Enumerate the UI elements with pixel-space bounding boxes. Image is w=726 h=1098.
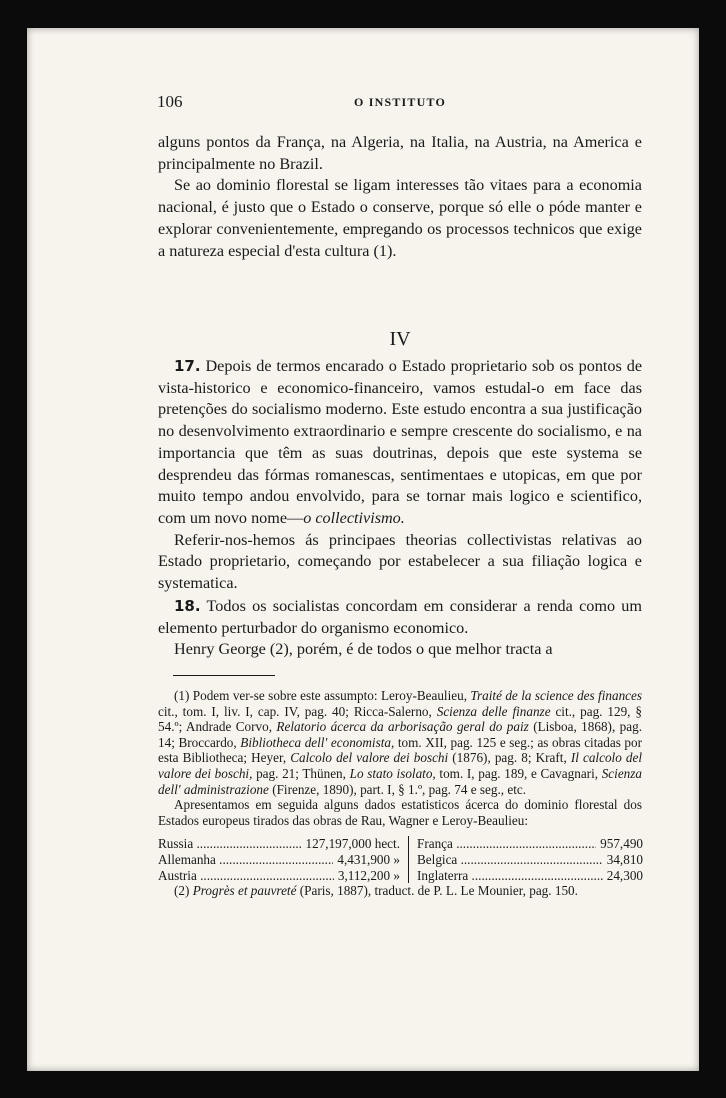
footnote-1: (1) Podem ver-se sobre este assumpto: Leroy-Beaulieu, Traité de la science des finances cit., tom. I, liv. I, cap. IV, pag. 40; Ricca-Salerno, Scienza delle finanze cit., pag. 129, § 54.º; Andrade Corvo, Relatorio ácerca da arborisação geral do paiz (Lisboa, 1868), pag. 14; Broccardo, Bibliotheca dell' economista, tom. XII, pag. 125 e seg.; as obras citadas por esta Bibliotheca; Heyer, Calcolo del valore dei boschi (1876), pag. 8; Kraft, Il calcolo del valore dei boschi, pag. 21; Thünen, Lo stato isolato, tom. I, pag. 189, e Cavagnari, Scienza dell' administrazione (Firenze, 1890), part. I, § 1.º, pag. 74 e seg., etc. [158,688,643,797]
section-18-number: 18. [174,597,201,615]
table-row: Inglaterra ..... 24,300 [417,868,643,884]
table-column-right [409,836,643,883]
forest-statistics-table [158,836,642,883]
top-text-block [158,132,642,262]
section-18 [158,596,642,661]
paragraph-forest-domain: Se ao dominio florestal se ligam interesses tão vitaes para a economia nacional, é justo que o Estado o conserve, porque só elle o póde manter e explorar convenientemente, empregando os processos technicos que exige a natureza especial d'esta cultura (1). [158,176,642,260]
footnotes [158,688,642,899]
section-17-text: Depois de termos encarado o Estado proprietario sob os pontos de vista-historico e economico-financeiro, vamos estudal-o em face das pretenções do socialismo moderno. Este estudo encontra a sua justificação no desenvolvimento extraordinario e sempre crescente do socialismo, e na importancia que têm as suas doutrinas, depois que este systema se desprendeu das fórmas romanescas, sentimentaes e utopicas, em que por muito tempo andou envolvido, para se tornar mais logico e scientifico, com um novo nome— [158,357,643,527]
table-column-left [158,836,409,883]
page-header [157,92,643,112]
page-number: 106 [157,92,183,111]
table-row: Allemanha ..... 4,431,900 » [158,852,400,868]
paragraph-continuation: alguns pontos da França, na Algeria, na Italia, na Austria, na America e principalmente no Brazil. [158,133,642,173]
section-17-italic: o collectivismo. [303,508,405,527]
section-numeral: IV [389,328,411,350]
table-row: Belgica ..... 34,810 [417,852,643,868]
section-18-text: Todos os socialistas concordam em considerar a renda como um elemento perturbador do organismo economico. [158,597,642,637]
table-row: França ..... 957,490 [417,836,643,852]
book-page [27,28,699,1071]
section-18-second-paragraph: Henry George (2), porém, é de todos o que melhor tracta a [174,640,553,659]
running-title: O INSTITUTO [353,95,446,109]
section-17-number: 17. [174,357,201,375]
section-18-paragraph [158,596,642,639]
section-17 [158,356,642,595]
table-row: Russia ..... 127,197,000 hect. [158,836,400,852]
section-17-second-paragraph: Referir-nos-hemos ás principaes theorias collectivistas relativas ao Estado proprietario, começando por estabelecer a sua filiação logica e systematica. [158,530,642,593]
table-row: Austria ..... 3,112,200 » [158,868,400,884]
footnote-rule [173,675,275,676]
footnote-1-statistics-intro: Apresentamos em seguida alguns dados estatisticos ácerca do dominio florestal dos Estados europeus tirados das obras de Rau, Wagner e Leroy-Beaulieu: [158,797,642,828]
footnote-2: (2) Progrès et pauvreté (Paris, 1887), traduct. de P. L. Le Mounier, pag. 150. [174,883,578,899]
section-17-paragraph [158,356,642,530]
